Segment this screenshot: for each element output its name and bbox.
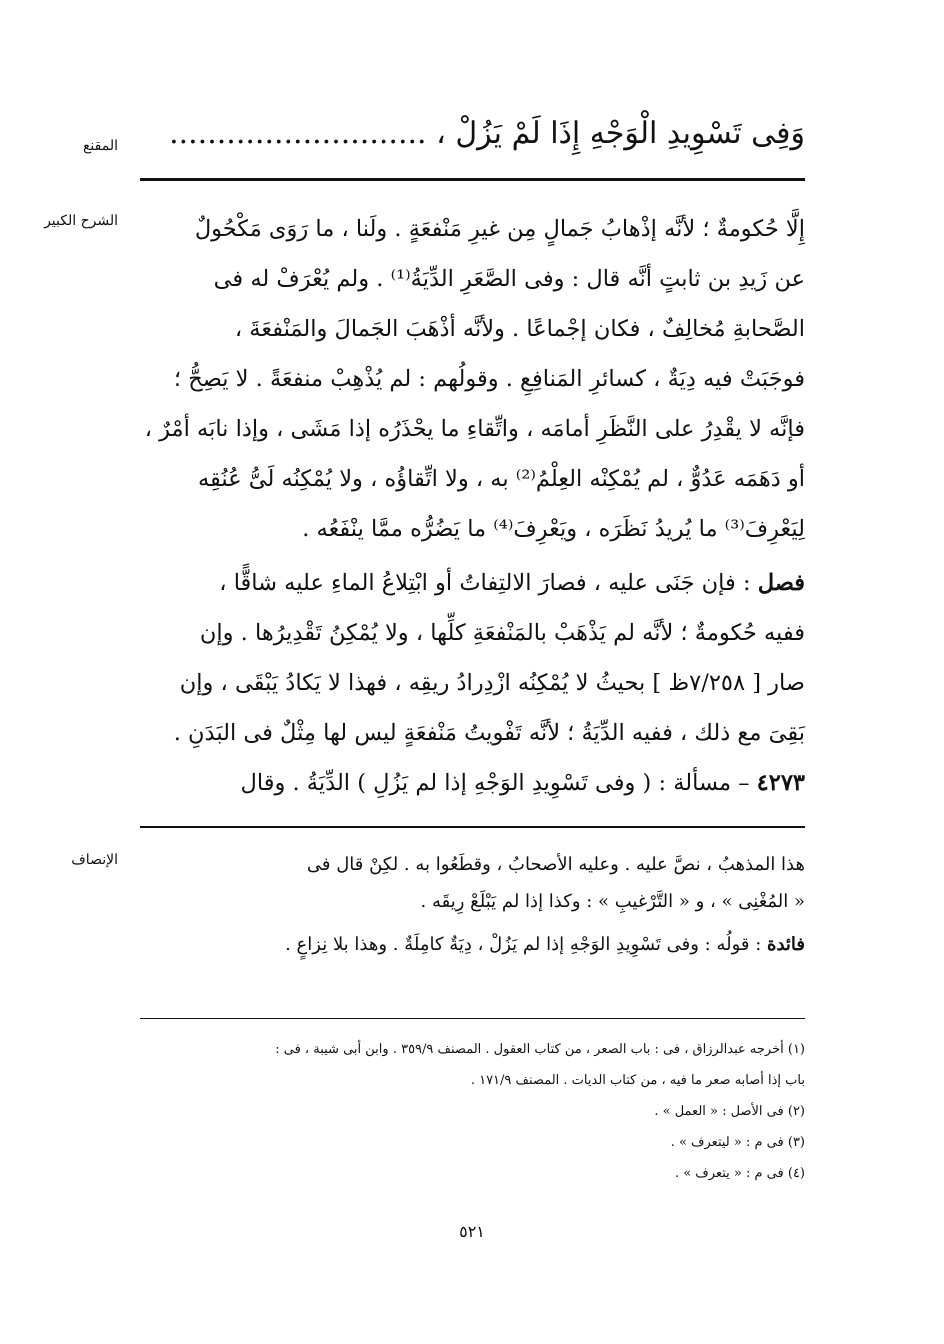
footnotes xyxy=(140,1034,805,1189)
sharh-line: لِيَعْرِفَ⁽³⁾ ما يُريدُ نَظَرَه ، ويَعْرِفَ⁽⁴⁾ ما يَضُرُّه ممَّا ينْفَعُه . xyxy=(302,516,805,542)
faida-line: فائدة : قولُه : وفى تَسْوِيدِ الوَجْهِ إذا لم يَزُلْ ، دِيَةٌ كامِلَةٌ . وهذا بلا نِزاعٍ . xyxy=(285,934,805,955)
sharh-line: فوجَبَتْ فيه دِيَةٌ ، كسائرِ المَنافِعِ . وقولُهم : لم يُذْهِبْ منفعَةً . لا يَصِحُّ ؛ xyxy=(173,366,805,392)
side-label-sharh: الشرح الكبير xyxy=(44,213,118,229)
fasl-line: ففيه حُكومةٌ ؛ لأنَّه لم يَذْهَبْ بالمَنْفعَةِ كلِّها ، ولا يُمْكِنُ تَقْدِيرُها . وإن xyxy=(199,620,805,646)
side-label-muqni: المقنع xyxy=(82,138,118,154)
faida-heading: فائدة xyxy=(767,934,805,955)
footnote-line: (٣) فى م : « ليتعرف » . xyxy=(670,1135,805,1150)
fasl-heading: فصل xyxy=(757,570,805,596)
masala-line: ٤٢٧٣ – مسألة : ( وفى تَسْوِيدِ الوَجْهِ إذا لم يَزُلِ ) الدِّيَةُ . وقال xyxy=(240,770,805,796)
footnote-line: (٤) فى م : « يتعرف » . xyxy=(674,1166,805,1181)
sharh-line: عن زَيدِ بن ثابتٍ أنَّه قال : وفى الصَّعَرِ الدِّيَةُ⁽¹⁾ . ولم يُعْرَفْ له فى xyxy=(213,266,805,292)
sharh-line: الصَّحابةِ مُخالِفٌ ، فكان إجْماعًا . ولأنَّه أذْهَبَ الجَمالَ والمَنْفعَةَ ، xyxy=(234,316,805,342)
side-label-insaf: الإنصاف xyxy=(71,852,118,868)
footnote-line: باب إذا أصابه صعر ما فيه ، من كتاب الديات . المصنف ١٧١/٩ . xyxy=(470,1073,805,1088)
footnote-rule xyxy=(140,1018,805,1019)
masala-number: ٤٢٧٣ xyxy=(756,770,805,796)
sharh-text xyxy=(140,204,805,808)
sharh-line: إِلَّا حُكومةٌ ؛ لأنَّه إذْهابُ جَمالٍ مِن غيرِ مَنْفعَةٍ . ولَنا ، ما رَوَى مَكْحُولٌ xyxy=(194,216,805,242)
fasl-line: بَقِىَ مع ذلك ، ففيه الدِّيَةُ ؛ لأنَّه تَفْويتُ مَنْفعَةٍ ليس لها مِثْلٌ فى البَدَنِ . xyxy=(173,720,805,746)
fasl-line: فصل : فإن جَنَى عليه ، فصارَ الالتِفاتُ أو ابْتِلاعُ الماءِ عليه شاقًّا ، xyxy=(219,570,805,596)
fasl-line: صار [ ٧/٢٥٨ظ ] بحيثُ لا يُمْكِنُه ازْدِرادُ ريقِه ، فهذا لا يَكادُ يَبْقَى ، وإن xyxy=(179,670,805,696)
insaf-line: « المُغْنِى » ، و « التَّرْغيبِ » : وكذا إذا لم يَبْلَعْ رِيقَه . xyxy=(420,891,805,912)
footnote-line: (١) أخرجه عبدالرزاق ، فى : باب الصعر ، من كتاب العقول . المصنف ٣٥٩/٩ . وابن أبى شيبة ، فى : xyxy=(275,1042,805,1057)
insaf-text xyxy=(140,846,805,963)
header-rule xyxy=(140,178,805,181)
header-title: وَفِى تَسْوِيدِ الْوَجْهِ إِذَا لَمْ يَزُلْ ، xyxy=(436,116,805,151)
footnote-line: (٢) فى الأصل : « العمل » . xyxy=(654,1104,805,1119)
page-number: ٥٢١ xyxy=(459,1222,485,1241)
running-header xyxy=(140,104,805,164)
header-dots: ........................... xyxy=(169,116,427,151)
insaf-line: هذا المذهبُ ، نصَّ عليه . وعليه الأصحابُ ، وقطَعُوا به . لكِنْ قال فى xyxy=(306,854,805,875)
sharh-line: أو دَهَمَه عَدُوٌّ ، لم يُمْكِنْه العِلْمُ⁽²⁾ به ، ولا اتِّقاؤُه ، ولا يُمْكِنُه لَىُّ عُنُقِه xyxy=(197,466,805,492)
section-rule xyxy=(140,826,805,828)
sharh-line: فإنَّه لا يقْدِرُ على النَّظَرِ أمامَه ، واتِّقاءِ ما يحْذَرُه إذا مَشَى ، وإذا نابَه أمْرٌ ، xyxy=(144,416,805,442)
